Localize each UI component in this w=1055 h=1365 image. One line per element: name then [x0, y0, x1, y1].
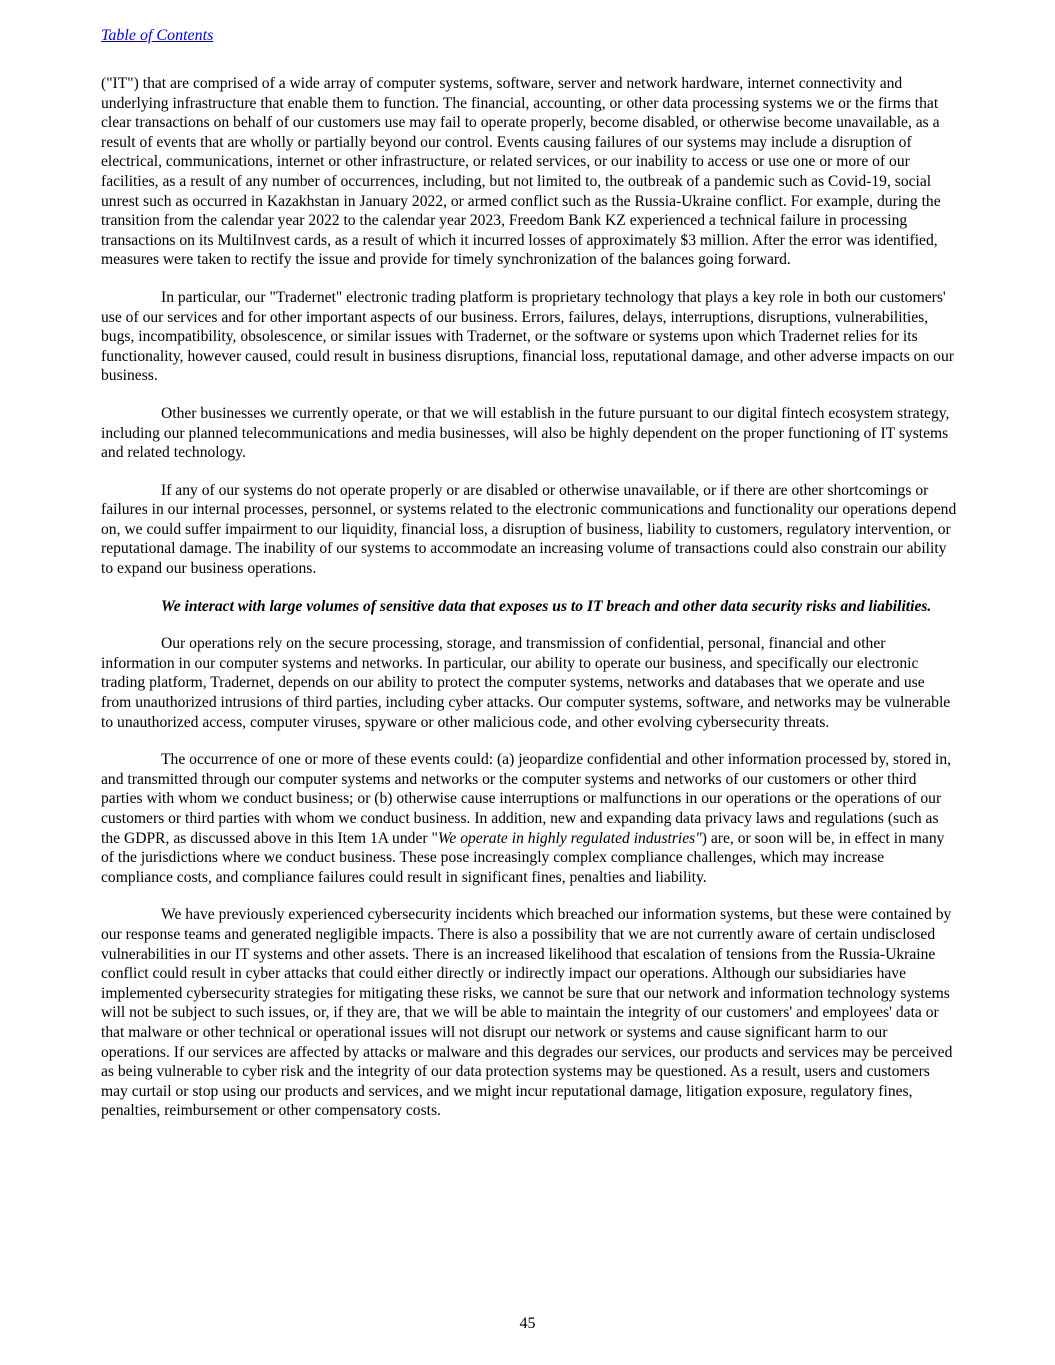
table-of-contents-link[interactable]: Table of Contents	[101, 27, 214, 44]
paragraph-text: ) are, or soon will be, in effect in many of the jurisdictions where we conduct business. These pose increasingly complex compliance challenges, which may increase compliance costs, and compliance failures could result in significant fines, penalties and liability.	[101, 829, 945, 886]
cross-reference-italic: We operate in highly regulated industries"	[437, 829, 702, 847]
paragraph-other-businesses: Other businesses we currently operate, or that we will establish in the future pursuant to our digital fintech ecosystem strategy, including our planned telecommunications and media businesses, will also be highly dependent on the proper functioning of IT systems and related technology.	[101, 404, 950, 462]
section-heading-data-security: We interact with large volumes of sensitive data that exposes us to IT breach and other data security risks and liabilities.	[161, 597, 932, 615]
paragraph-text: The occurrence of one or more of these events could: (a) jeopardize confidential and other information processed by, stored in, and transmitted through our computer systems and networks or the computer systems and networks of our customers or other third parties with whom we conduct business; or (b) otherwise cause interruptions or malfunctions in our operations or the operations of our customers or third parties with whom we conduct business. In addition, new and expanding data privacy laws and regulations (such as the GDPR, as discussed above in this Item 1A under "	[101, 751, 952, 847]
document-body	[101, 74, 957, 1139]
paragraph-occurrence-of-events	[101, 750, 957, 887]
paragraph-system-failures: If any of our systems do not operate properly or are disabled or otherwise unavailable, or if there are other shortcomings or failures in our internal processes, personnel, or systems related to the electronic communications and functionality our operations depend on, we could suffer impairment to our liquidity, financial loss, a disruption of business, liability to customers, regulatory intervention, or reputational damage. The inability of our systems to accommodate an increasing volume of transactions could also constrain our ability to expand our business operations.	[101, 481, 957, 578]
page-number: 45	[519, 1315, 536, 1332]
paragraph-it-systems-continuation: ("IT") that are comprised of a wide array of computer systems, software, server and network hardware, internet connectivity and underlying infrastructure that enable them to function. The financial, accounting, or other data processing systems we or the firms that clear transactions on behalf of our customers use may fail to operate properly, become disabled, or otherwise become unavailable, as a result of events that are wholly or partially beyond our control. Events causing failures of our systems may include a disruption of electrical, communications, internet or other infrastructure, or related services, or our inability to access or use one or more of our facilities, as a result of any number of occurrences, including, but not limited to, the outbreak of a pandemic such as Covid-19, social unrest such as occurred in Kazakhstan in January 2022, or armed conflict such as the Russia-Ukraine conflict. For example, during the transition from the calendar year 2022 to the calendar year 2023, Freedom Bank KZ experienced a technical failure in processing transactions on its MultiInvest cards, as a result of which it incurred losses of approximately $3 million. After the error was identified, measures were taken to rectify the issue and provide for timely synchronization of the balances going forward.	[101, 75, 941, 269]
paragraph-tradernet: In particular, our "Tradernet" electronic trading platform is proprietary technology that plays a key role in both our customers' use of our services and for other important aspects of our business. Errors, failures, delays, interruptions, disruptions, vulnerabilities, bugs, incompatibility, obsolescence, or similar issues with Tradernet, or the software or systems upon which Tradernet relies for its functionality, however caused, could result in business disruptions, financial loss, reputational damage, and other adverse impacts on our business.	[101, 288, 954, 385]
paragraph-cybersecurity-incidents: We have previously experienced cybersecurity incidents which breached our information systems, but these were contained by our response teams and generated negligible impacts. There is also a possibility that we are not currently aware of certain undisclosed vulnerabilities in our IT systems and other assets. There is an increased likelihood that escalation of tensions from the Russia-Ukraine conflict could result in cyber attacks that could either directly or indirectly impact our operations. Although our subsidiaries have implemented cybersecurity strategies for mitigating these risks, we cannot be sure that our network and information technology systems will not be subject to such issues, or, if they are, that we will be able to maintain the integrity of our customers' and employees' data or that malware or other technical or operational issues will not disrupt our network or systems and cause significant harm to our operations. If our services are affected by attacks or malware and this degrades our services, our products and services may be perceived as being vulnerable to cyber risk and the integrity of our data protection systems may be questioned. As a result, users and customers may curtail or stop using our products and services, and we might incur reputational damage, litigation exposure, regulatory fines, penalties, reimbursement or other compensatory costs.	[101, 906, 953, 1120]
paragraph-secure-processing: Our operations rely on the secure processing, storage, and transmission of confidential, personal, financial and other information in our computer systems and networks. In particular, our ability to operate our business, and specifically our electronic trading platform, Tradernet, depends on our ability to protect the computer systems, networks and databases that we operate and use from unauthorized intrusions of third parties, including cyber attacks. Our computer systems, software, and networks may be vulnerable to unauthorized access, computer viruses, spyware or other malicious code, and other evolving cybersecurity threats.	[101, 635, 951, 731]
